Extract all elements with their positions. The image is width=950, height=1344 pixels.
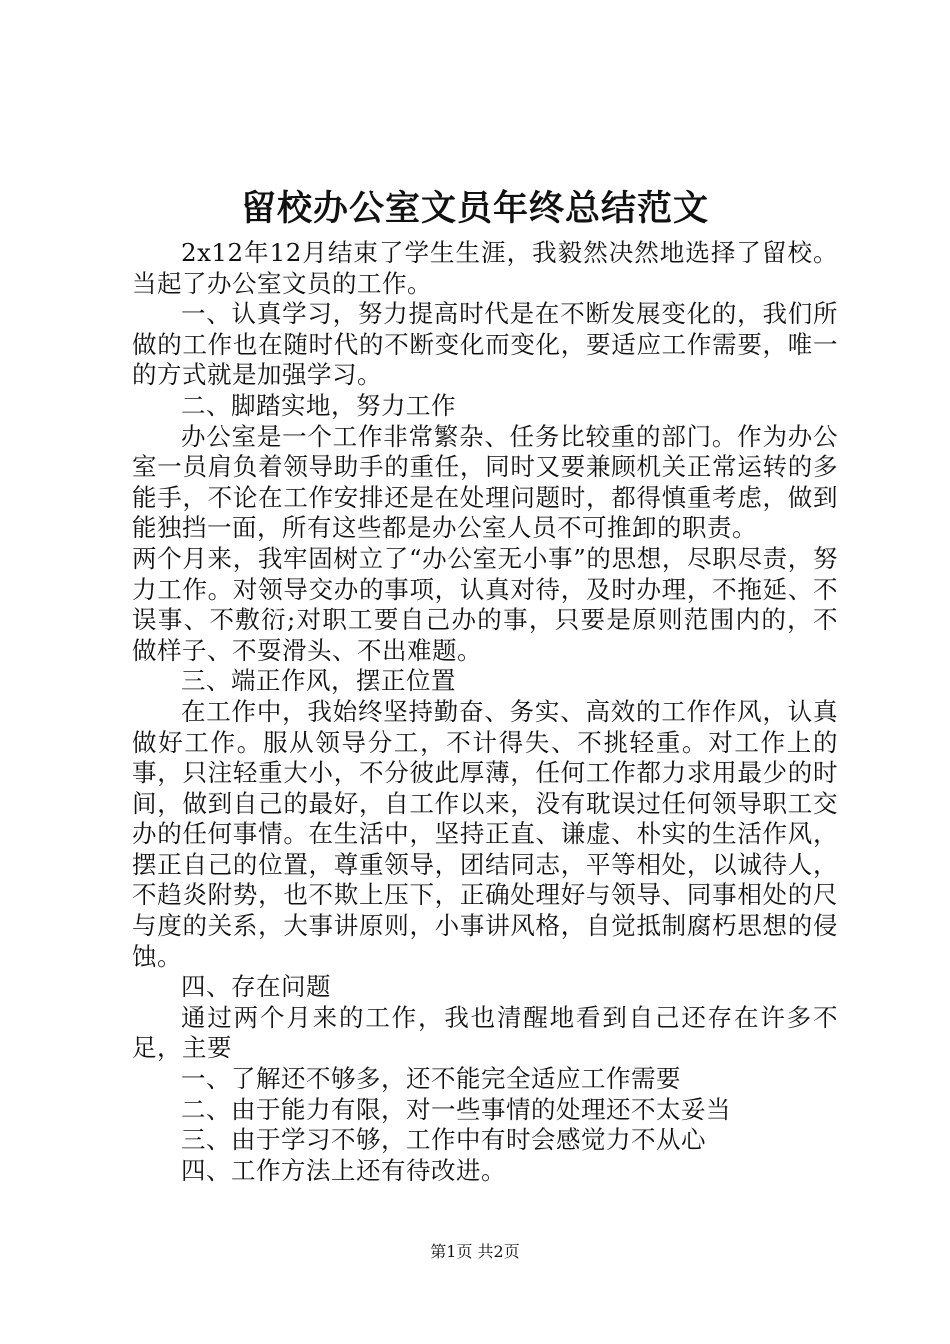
paragraph-problems-intro: 通过两个月来的工作，我也清醒地看到自己还存在许多不足，主要 (132, 1002, 838, 1063)
document-body (132, 238, 838, 1186)
heading-section-4: 四、存在问题 (181, 972, 331, 1002)
paragraph-office-duties: 办公室是一个工作非常繁杂、任务比较重的部门。作为办公室一员肩负着领导助手的重任，同时又要兼顾机关正常运转的多能手，不论在工作安排还是在处理问题时，都得慎重考虑，做到能独挡一面，所有这些都是办公室人员不可推卸的职责。 (132, 421, 838, 543)
list-item-problem-3: 三、由于学习不够，工作中有时会感觉力不从心 (181, 1125, 706, 1155)
list-item-problem-4: 四、工作方法上还有待改进。 (181, 1155, 506, 1185)
paragraph-two-months: 两个月来，我牢固树立了“办公室无小事”的思想，尽职尽责，努力工作。对领导交办的事项，认真对待，及时办理，不拖延、不误事、不敷衍;对职工要自己办的事，只要是原则范围内的，不做样子、不耍滑头、不出难题。 (132, 543, 838, 665)
paragraph-work-style: 在工作中，我始终坚持勤奋、务实、高效的工作作风，认真做好工作。服从领导分工，不计得失、不挑轻重。对工作上的事，只注轻重大小，不分彼此厚薄，任何工作都力求用最少的时间，做到自己的最好，自工作以来，没有耽误过任何领导职工交办的任何事情。在生活中，坚持正直、谦虚、朴实的生活作风，摆正自己的位置，尊重领导，团结同志，平等相处，以诚待人，不趋炎附势，也不欺上压下，正确处理好与领导、同事相处的尺与度的关系，大事讲原则，小事讲风格，自觉抵制腐朽思想的侵蚀。 (132, 696, 838, 971)
paragraph-section-1: 一、认真学习，努力提高时代是在不断发展变化的，我们所做的工作也在随时代的不断变化而变化，要适应工作需要，唯一的方式就是加强学习。 (132, 299, 838, 390)
paragraph-intro: 2x12年12月结束了学生生涯，我毅然决然地选择了留校。当起了办公室文员的工作。 (132, 238, 838, 298)
list-item-problem-1: 一、了解还不够多，还不能完全适应工作需要 (181, 1064, 681, 1094)
document-title: 留校办公室文员年终总结范文 (240, 188, 709, 229)
list-item-problem-2: 二、由于能力有限，对一些事情的处理还不太妥当 (181, 1094, 731, 1124)
heading-section-2: 二、脚踏实地，努力工作 (181, 390, 456, 420)
page-number-footer: 第1页 共2页 (430, 1242, 520, 1261)
heading-section-3: 三、端正作风，摆正位置 (181, 666, 456, 696)
